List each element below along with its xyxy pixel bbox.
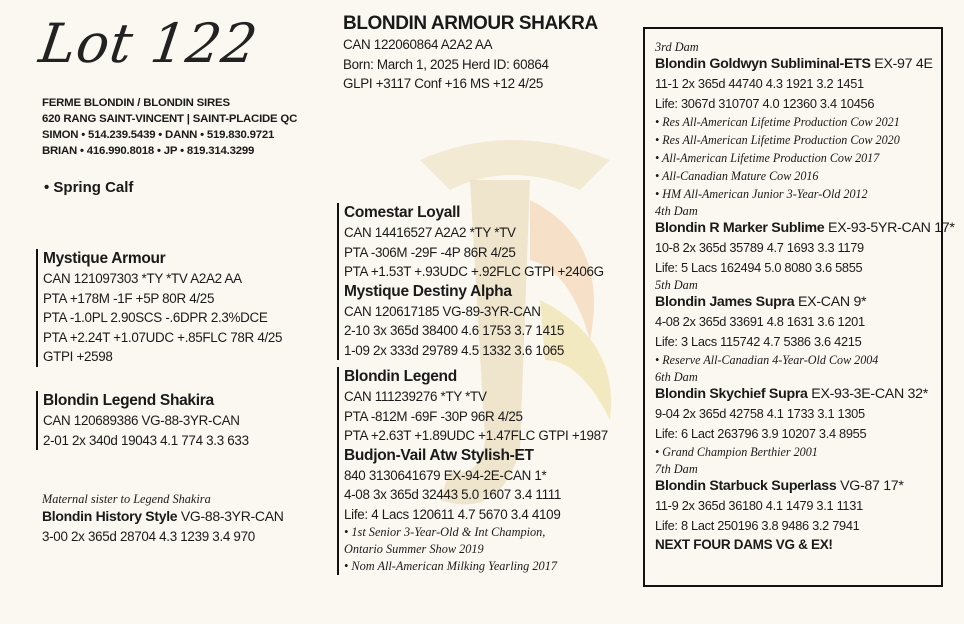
- dam-name: [655, 55, 955, 74]
- award-note: • Reserve All-Canadian 4-Year-Old Cow 2004: [655, 353, 879, 367]
- sister-name: [42, 507, 284, 527]
- dams-box: [643, 27, 955, 587]
- dam-name: [655, 477, 955, 496]
- sister-note: Maternal sister to Legend Shakira: [42, 492, 211, 506]
- dam-line: 2-01 2x 340d 19043 4.1 774 3.3 633: [43, 432, 249, 448]
- sire-line: PTA +2.24T +1.07UDC +.85FLC 78R 4/25: [43, 329, 283, 345]
- dam-score: EX-CAN 9*: [794, 294, 867, 310]
- pedigree-line: PTA +1.53T +.93UDC +.92FLC GTPI +2406G: [344, 264, 604, 279]
- pedigree-line: 2-10 3x 365d 38400 4.6 1753 3.7 1415: [344, 323, 565, 338]
- sire-line: PTA +178M -1F +5P 80R 4/25: [43, 290, 215, 306]
- dam-line: 11-1 2x 365d 44740 4.3 1921 3.2 1451: [655, 76, 864, 91]
- dam-line: 4-08 2x 365d 33691 4.8 1631 3.6 1201: [655, 314, 865, 329]
- contact-line: SIMON • 514.239.5439 • DANN • 519.830.9721: [42, 129, 275, 141]
- pedigree-line: CAN 14416527 A2A2 *TY *TV: [344, 225, 516, 240]
- dam-name: [655, 293, 955, 312]
- dam-generation: 4th Dam: [655, 204, 698, 218]
- animal-reg: CAN 122060864 A2A2 AA: [343, 37, 493, 52]
- sire-line: PTA -1.0PL 2.90SCS -.6DPR 2.3%DCE: [43, 310, 268, 325]
- dam-line: Life: 6 Lact 263796 3.9 10207 3.4 8955: [655, 425, 867, 441]
- pedigree-name: Mystique Destiny Alpha: [344, 282, 512, 300]
- animal-genomics: GLPI +3117 Conf +16 MS +12 4/25: [343, 76, 544, 91]
- dam-generation: 6th Dam: [655, 370, 698, 384]
- dam-line: Life: 3067d 310707 4.0 12360 3.4 10456: [655, 95, 875, 111]
- contact-block: [42, 95, 297, 159]
- award-note: • Res All-American Lifetime Production Cow 2020: [655, 133, 900, 147]
- pedigree-line: PTA +2.63T +1.89UDC +1.47FLC GTPI +1987: [344, 428, 608, 443]
- footer-note: NEXT FOUR DAMS VG & EX!: [655, 537, 833, 552]
- award-note: • Grand Champion Berthier 2001: [655, 445, 818, 459]
- award-note: Ontario Summer Show 2019: [344, 542, 484, 556]
- award-note: • All-American Lifetime Production Cow 2017: [655, 151, 880, 165]
- sire-name: Mystique Armour: [43, 250, 166, 267]
- farm-address: 620 RANG SAINT-VINCENT | SAINT-PLACIDE QC: [42, 113, 298, 125]
- pedigree-line: 1-09 2x 333d 29789 4.5 1332 3.6 1065: [344, 342, 565, 358]
- dam-section: [36, 391, 249, 450]
- dam-generation: 5th Dam: [655, 278, 698, 292]
- award-note: • All-Canadian Mature Cow 2016: [655, 169, 819, 183]
- dam-title: Blondin Goldwyn Subliminal-ETS: [655, 56, 871, 72]
- dam-generation: 7th Dam: [655, 462, 698, 476]
- dam-title: Blondin James Supra: [655, 294, 795, 310]
- dam-line: 11-9 2x 365d 36180 4.1 1479 3.1 1131: [655, 498, 863, 513]
- pedigree-line: Life: 4 Lacs 120611 4.7 5670 3.4 4109: [344, 506, 561, 522]
- award-note: • Nom All-American Milking Yearling 2017: [344, 559, 558, 573]
- pedigree-line: PTA -812M -69F -30P 96R 4/25: [344, 408, 523, 424]
- award-note: • 1st Senior 3-Year-Old & Int Champion,: [344, 525, 546, 539]
- award-note: • Res All-American Lifetime Production Cow 2021: [655, 115, 900, 129]
- dam-title: Blondin Skychief Supra: [655, 386, 808, 402]
- pedigree-name: Comestar Loyall: [344, 204, 461, 221]
- category-label: • Spring Calf: [44, 179, 134, 196]
- dam-score: EX-93-3E-CAN 32*: [807, 386, 928, 402]
- sister-section: [42, 491, 284, 546]
- dam-line: 10-8 2x 365d 35789 4.7 1693 3.3 1179: [655, 240, 864, 255]
- dam-line: CAN 120689386 VG-88-3YR-CAN: [43, 413, 240, 428]
- dam-score: VG-87 17*: [836, 478, 904, 494]
- sire-section: [36, 249, 282, 367]
- dam-name: [655, 385, 955, 404]
- pedigree-line: 840 3130641679 EX-94-2E-CAN 1*: [344, 467, 547, 483]
- dam-name: Blondin Legend Shakira: [43, 392, 214, 409]
- animal-name: BLONDIN ARMOUR SHAKRA: [343, 13, 598, 34]
- dam-line: Life: 8 Lact 250196 3.8 9486 3.2 7941: [655, 517, 860, 533]
- sire-of-dam-section: [337, 203, 604, 360]
- award-note: • HM All-American Junior 3-Year-Old 2012: [655, 187, 868, 201]
- pedigree-line: 4-08 3x 365d 32443 5.0 1607 3.4 1111: [344, 487, 562, 502]
- dam-generation: 3rd Dam: [655, 40, 699, 54]
- dam-line: Life: 5 Lacs 162494 5.0 8080 3.6 5855: [655, 259, 863, 275]
- pedigree-name: Budjon-Vail Atw Stylish-ET: [344, 446, 534, 464]
- main-animal: [343, 13, 598, 94]
- grandsire-section: [337, 367, 608, 575]
- lot-number: Lot 122: [35, 12, 262, 75]
- sister-score: VG-88-3YR-CAN: [177, 508, 284, 524]
- pedigree-line: CAN 111239276 *TY *TV: [344, 389, 487, 404]
- pedigree-line: CAN 120617185 VG-89-3YR-CAN: [344, 303, 541, 319]
- dam-title: Blondin R Marker Sublime: [655, 220, 825, 236]
- dam-line: 9-04 2x 365d 42758 4.1 1733 3.1 1305: [655, 406, 865, 421]
- sister-line: 3-00 2x 365d 28704 4.3 1239 3.4 970: [42, 528, 255, 544]
- dam-score: EX-97 4E: [870, 56, 933, 72]
- contact-line: BRIAN • 416.990.8018 • JP • 819.314.3299: [42, 145, 255, 157]
- sire-line: GTPI +2598: [43, 349, 113, 364]
- dam-score: EX-93-5YR-CAN 17*: [824, 220, 955, 236]
- sire-line: CAN 121097303 *TY *TV A2A2 AA: [43, 271, 242, 286]
- pedigree-line: PTA -306M -29F -4P 86R 4/25: [344, 244, 516, 260]
- pedigree-name: Blondin Legend: [344, 368, 457, 385]
- dam-line: Life: 3 Lacs 115742 4.7 5386 3.6 4215: [655, 333, 862, 349]
- farm-name: FERME BLONDIN / BLONDIN SIRES: [42, 97, 230, 109]
- animal-born: Born: March 1, 2025 Herd ID: 60864: [343, 56, 549, 72]
- sister-name-bold: Blondin History Style: [42, 508, 178, 524]
- dam-title: Blondin Starbuck Superlass: [655, 478, 837, 494]
- dam-name: [655, 219, 955, 238]
